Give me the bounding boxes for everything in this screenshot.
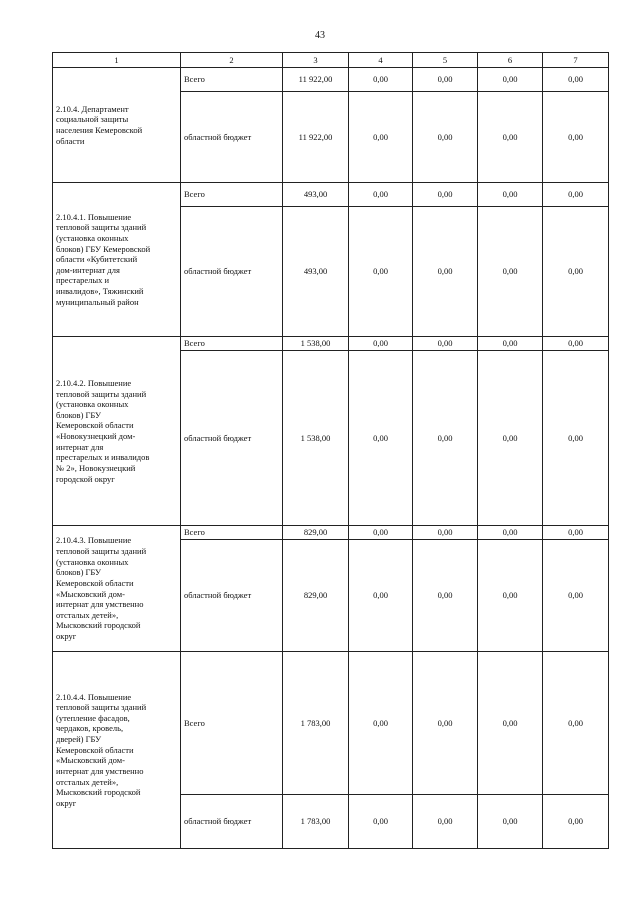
item-name: 2.10.4.3. Повышение тепловой защиты зданий (установка оконных блоков) ГБУ Кемеровской области «Мысковский дом- интернат для умственно отсталых детей», Мысковский городской округ — [53, 526, 181, 652]
value-cell: 0,00 — [543, 526, 609, 540]
value-cell: 0,00 — [478, 68, 543, 92]
item-name: 2.10.4. Департамент социальной защиты населения Кемеровской области — [53, 68, 181, 183]
column-header: 3 — [283, 53, 349, 68]
value-cell: 0,00 — [543, 68, 609, 92]
table-row — [53, 526, 609, 540]
funding-source: Всего — [181, 337, 283, 351]
value-cell: 0,00 — [349, 540, 413, 652]
item-name: 2.10.4.4. Повышение тепловой защиты зданий (утепление фасадов, чердаков, кровель, дверей) ГБУ Кемеровской области «Мысковский дом- интернат для умственно отсталых детей», Мысковский городской округ — [53, 652, 181, 849]
value-cell: 0,00 — [478, 207, 543, 337]
value-cell: 0,00 — [349, 652, 413, 795]
item-name: 2.10.4.2. Повышение тепловой защиты зданий (установка оконных блоков) ГБУ Кемеровской области «Новокузнецкий дом- интернат для престарелых и инвалидов № 2», Новокузнецкий городской округ — [53, 337, 181, 526]
column-header: 7 — [543, 53, 609, 68]
value-cell: 0,00 — [413, 351, 478, 526]
budget-table — [52, 52, 609, 849]
value-cell: 0,00 — [349, 68, 413, 92]
value-cell: 0,00 — [349, 795, 413, 849]
value-cell: 0,00 — [478, 92, 543, 183]
item-name: 2.10.4.1. Повышение тепловой защиты зданий (установка оконных блоков) ГБУ Кемеровской области «Кубитетский дом-интернат для престарелых и инвалидов», Тяжинский муниципальный район — [53, 183, 181, 337]
funding-source: Всего — [181, 526, 283, 540]
value-cell: 1 538,00 — [283, 351, 349, 526]
funding-source: Всего — [181, 68, 283, 92]
value-cell: 0,00 — [543, 183, 609, 207]
value-cell: 0,00 — [413, 526, 478, 540]
value-cell: 0,00 — [478, 540, 543, 652]
value-cell: 0,00 — [413, 183, 478, 207]
value-cell: 0,00 — [349, 92, 413, 183]
table-row — [53, 68, 609, 92]
funding-source: областной бюджет — [181, 207, 283, 337]
value-cell: 1 783,00 — [283, 795, 349, 849]
value-cell: 0,00 — [478, 795, 543, 849]
table-row — [53, 183, 609, 207]
column-header: 5 — [413, 53, 478, 68]
value-cell: 0,00 — [413, 207, 478, 337]
funding-source: областной бюджет — [181, 540, 283, 652]
value-cell: 0,00 — [478, 652, 543, 795]
value-cell: 0,00 — [543, 795, 609, 849]
value-cell: 0,00 — [543, 207, 609, 337]
funding-source: областной бюджет — [181, 92, 283, 183]
header-row — [53, 53, 609, 68]
value-cell: 493,00 — [283, 183, 349, 207]
value-cell: 0,00 — [413, 68, 478, 92]
page-number: 43 — [315, 30, 325, 41]
value-cell: 0,00 — [543, 337, 609, 351]
value-cell: 0,00 — [413, 540, 478, 652]
value-cell: 0,00 — [478, 183, 543, 207]
table-row — [53, 337, 609, 351]
value-cell: 0,00 — [349, 337, 413, 351]
value-cell: 0,00 — [349, 351, 413, 526]
value-cell: 0,00 — [349, 526, 413, 540]
column-header: 6 — [478, 53, 543, 68]
value-cell: 0,00 — [413, 337, 478, 351]
value-cell: 0,00 — [543, 652, 609, 795]
column-header: 1 — [53, 53, 181, 68]
value-cell: 11 922,00 — [283, 92, 349, 183]
column-header: 4 — [349, 53, 413, 68]
funding-source: областной бюджет — [181, 795, 283, 849]
value-cell: 0,00 — [478, 351, 543, 526]
funding-source: Всего — [181, 183, 283, 207]
value-cell: 493,00 — [283, 207, 349, 337]
funding-source: Всего — [181, 652, 283, 795]
value-cell: 0,00 — [413, 652, 478, 795]
value-cell: 0,00 — [478, 526, 543, 540]
value-cell: 0,00 — [413, 795, 478, 849]
table-row — [53, 652, 609, 795]
value-cell: 11 922,00 — [283, 68, 349, 92]
value-cell: 0,00 — [478, 337, 543, 351]
funding-source: областной бюджет — [181, 351, 283, 526]
value-cell: 0,00 — [349, 183, 413, 207]
value-cell: 0,00 — [543, 540, 609, 652]
value-cell: 0,00 — [543, 351, 609, 526]
column-header: 2 — [181, 53, 283, 68]
value-cell: 1 538,00 — [283, 337, 349, 351]
value-cell: 1 783,00 — [283, 652, 349, 795]
value-cell: 0,00 — [413, 92, 478, 183]
value-cell: 829,00 — [283, 540, 349, 652]
value-cell: 0,00 — [543, 92, 609, 183]
value-cell: 0,00 — [349, 207, 413, 337]
value-cell: 829,00 — [283, 526, 349, 540]
